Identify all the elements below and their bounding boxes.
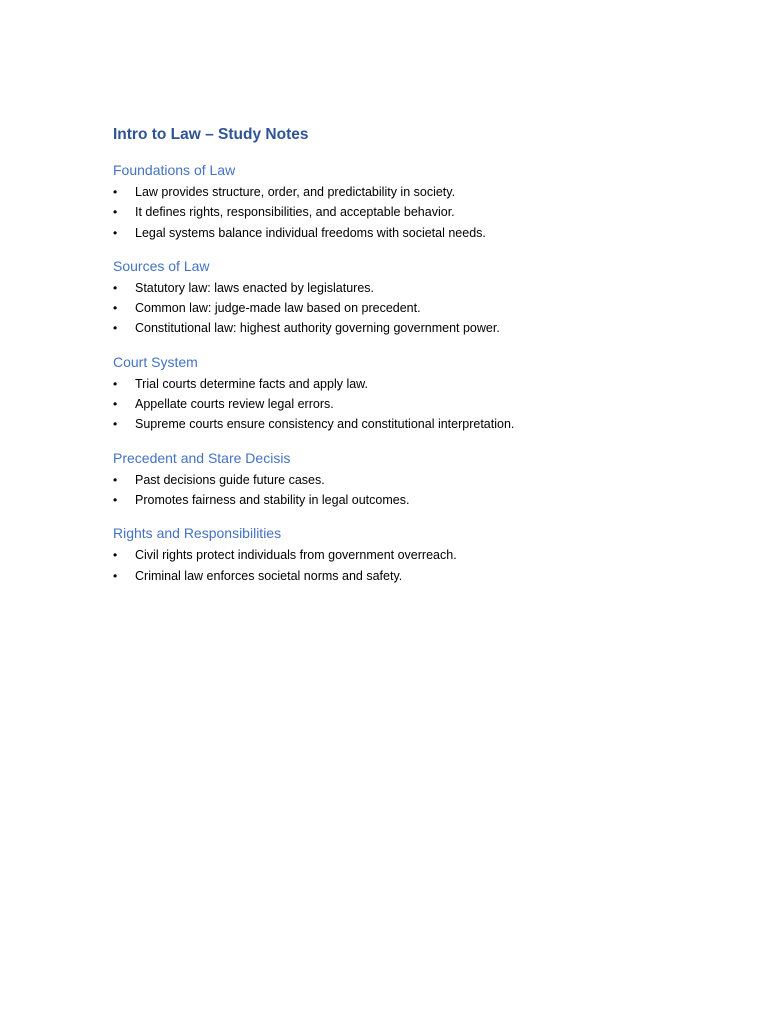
bullet-icon: • bbox=[113, 397, 118, 412]
section-heading: Rights and Responsibilities bbox=[113, 525, 282, 542]
bullet-icon: • bbox=[113, 205, 118, 220]
list-item bbox=[113, 566, 713, 586]
bullet-icon: • bbox=[113, 492, 118, 507]
bullet-icon: • bbox=[113, 301, 118, 316]
list-item-text: Constitutional law: highest authority governing government power. bbox=[135, 321, 500, 336]
list-item-text: Legal systems balance individual freedoms with societal needs. bbox=[135, 225, 486, 240]
bullet-icon: • bbox=[113, 417, 118, 432]
bullet-icon: • bbox=[113, 472, 118, 487]
list-item bbox=[113, 470, 713, 490]
list-item-text: Civil rights protect individuals from government overreach. bbox=[135, 548, 457, 563]
section-court-system bbox=[113, 352, 713, 435]
bullet-list bbox=[113, 470, 713, 511]
bullet-list bbox=[113, 182, 713, 243]
list-item-text: Promotes fairness and stability in legal outcomes. bbox=[135, 492, 410, 507]
list-item bbox=[113, 394, 713, 414]
section-foundations-of-law bbox=[113, 160, 713, 243]
bullet-icon: • bbox=[113, 280, 118, 295]
list-item bbox=[113, 278, 713, 298]
list-item bbox=[113, 490, 713, 510]
list-item bbox=[113, 223, 713, 243]
list-item-text: Trial courts determine facts and apply law. bbox=[135, 376, 368, 391]
list-item bbox=[113, 202, 713, 222]
list-item-text: Statutory law: laws enacted by legislatures. bbox=[135, 280, 375, 295]
list-item bbox=[113, 414, 713, 434]
section-heading: Foundations of Law bbox=[113, 162, 236, 178]
bullet-icon: • bbox=[113, 568, 118, 583]
bullet-icon: • bbox=[113, 548, 118, 563]
bullet-icon: • bbox=[113, 376, 118, 391]
list-item bbox=[113, 374, 713, 394]
section-heading: Sources of Law bbox=[113, 257, 210, 274]
section-heading: Precedent and Stare Decisis bbox=[113, 449, 291, 466]
list-item-text: It defines rights, responsibilities, and acceptable behavior. bbox=[135, 205, 455, 220]
section-sources-of-law bbox=[113, 256, 713, 339]
document-title: Intro to Law – Study Notes bbox=[113, 126, 309, 143]
list-item-text: Supreme courts ensure consistency and constitutional interpretation. bbox=[135, 417, 515, 432]
bullet-list bbox=[113, 278, 713, 339]
list-item-text: Past decisions guide future cases. bbox=[135, 472, 325, 487]
list-item-text: Appellate courts review legal errors. bbox=[135, 397, 334, 412]
list-item bbox=[113, 298, 713, 318]
list-item-text: Criminal law enforces societal norms and safety. bbox=[135, 568, 403, 583]
list-item bbox=[113, 318, 713, 338]
bullet-list bbox=[113, 545, 713, 586]
section-heading: Court System bbox=[113, 353, 198, 370]
list-item bbox=[113, 182, 713, 202]
bullet-icon: • bbox=[113, 321, 118, 336]
document-page bbox=[113, 124, 713, 599]
bullet-icon: • bbox=[113, 225, 118, 240]
bullet-list bbox=[113, 374, 713, 435]
list-item-text: Common law: judge-made law based on precedent. bbox=[135, 301, 421, 316]
bullet-icon: • bbox=[113, 185, 118, 199]
section-precedent-and-stare-decisis bbox=[113, 448, 713, 511]
list-item-text: Law provides structure, order, and predictability in society. bbox=[135, 185, 456, 199]
section-rights-and-responsibilities bbox=[113, 523, 713, 586]
list-item bbox=[113, 545, 713, 565]
